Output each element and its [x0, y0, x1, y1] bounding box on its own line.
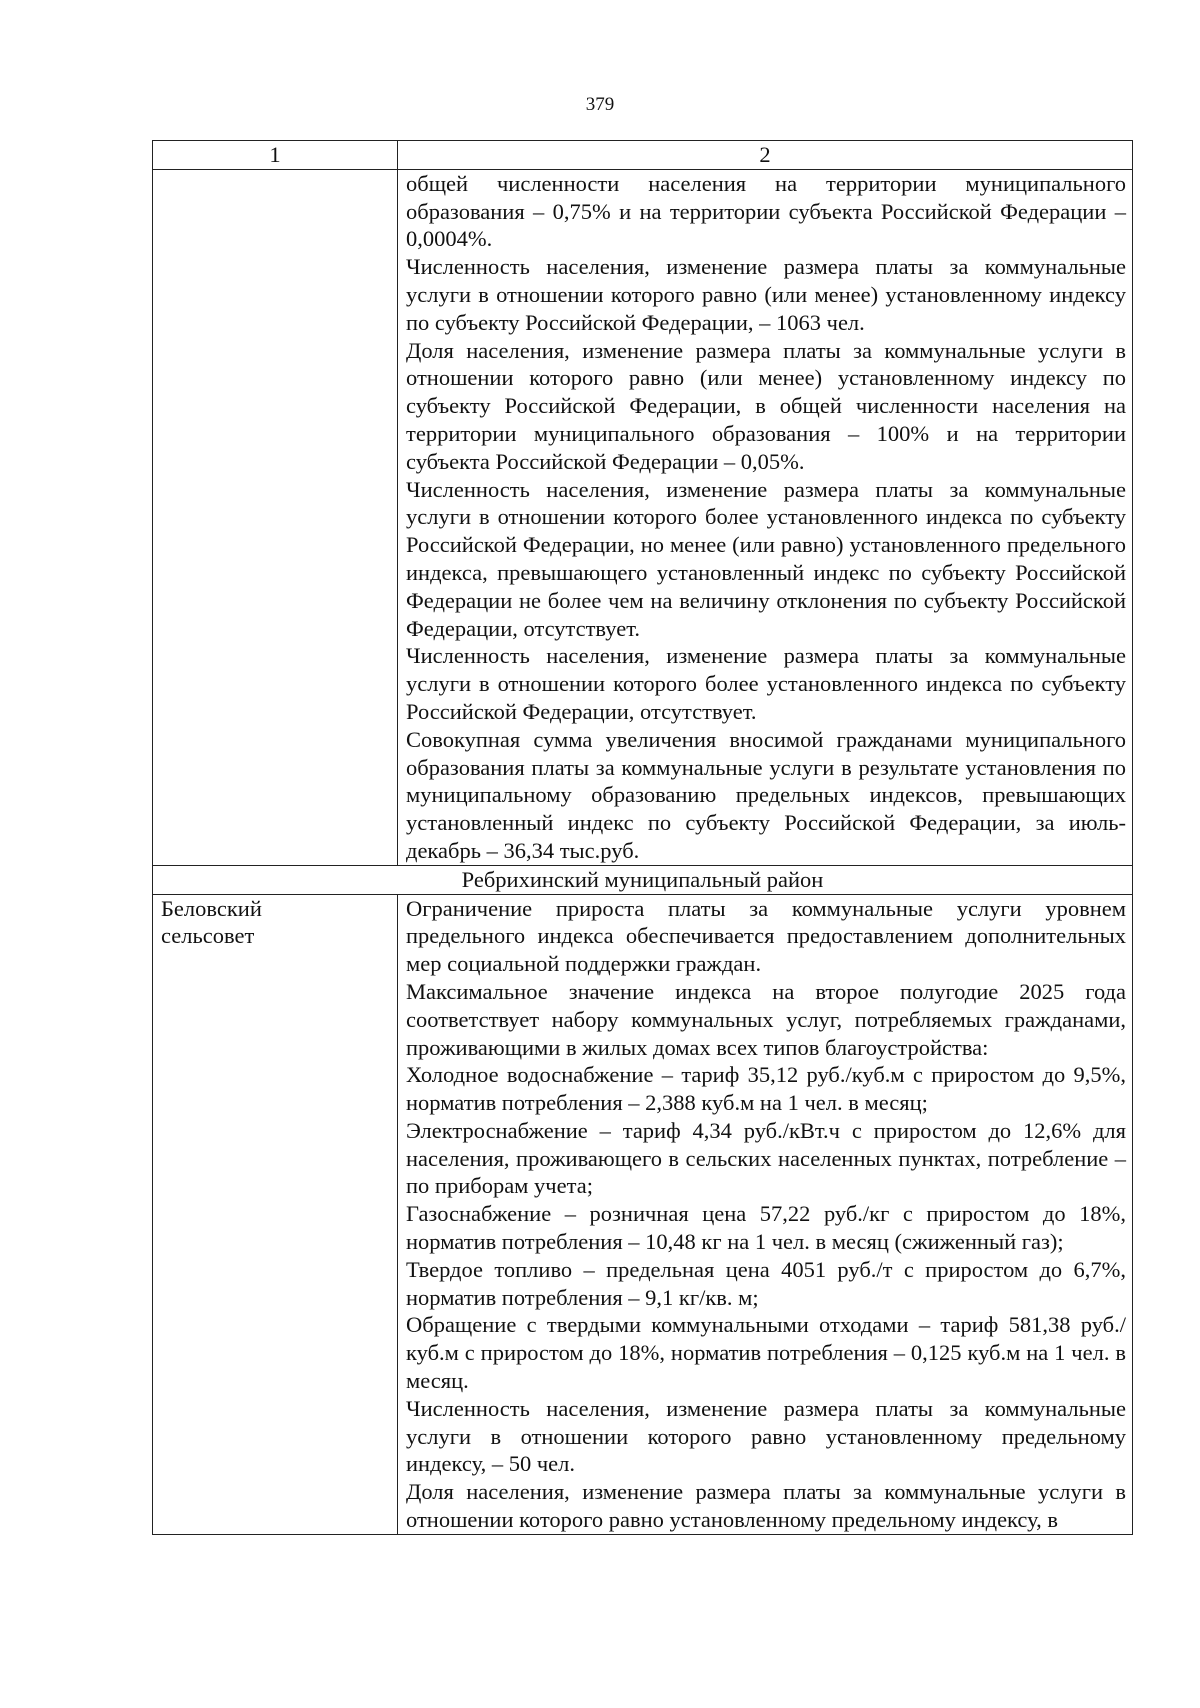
document-table — [152, 140, 1133, 1535]
description-cell — [398, 894, 1133, 1534]
paragraph: общей численности населения на территории муниципального образования – 0,75% и на территории субъекта Российской Федерации – 0,0004%. — [406, 170, 1126, 252]
municipality-name-line: Беловский — [161, 895, 262, 921]
paragraph: Обращение с твердыми коммунальными отходами – тариф 581,38 руб./куб.м с приростом до 18%, норматив потребления – 0,125 куб.м на 1 чел. в месяц. — [406, 1312, 1126, 1394]
paragraph: Ограничение прироста платы за коммунальные услуги уровнем предельного индекса обеспечивается предоставлением дополнительных мер социальной поддержки граждан. — [406, 895, 1126, 977]
paragraph: Твердое топливо – предельная цена 4051 руб./т с приростом до 6,7%, норматив потребления – 9,1 кг/кв. м; — [406, 1256, 1126, 1310]
paragraph: Численность населения, изменение размера платы за коммунальные услуги в отношении которого более установленного индекса по субъекту Российской Федерации, но менее (или равно) установленного предельного индекса, превышающего установленный индекс по субъекту Российской Федерации не более чем на величину отклонения по субъекту Российской Федерации, отсутствует. — [406, 476, 1126, 641]
column-header-2: 2 — [398, 141, 1133, 170]
section-row — [153, 865, 1133, 894]
table-row-entry — [153, 894, 1133, 1534]
table-row-continuation — [153, 169, 1133, 865]
description-cell — [398, 169, 1133, 865]
paragraph: Электроснабжение – тариф 4,34 руб./кВт.ч с приростом до 12,6% для населения, проживающего в сельских населенных пунктах, потребление – по приборам учета; — [406, 1117, 1126, 1199]
empty-name-cell — [153, 169, 398, 865]
paragraph: Максимальное значение индекса на второе полугодие 2025 года соответствует набору коммунальных услуг, потребляемых гражданами, проживающими в жилых домах всех типов благоустройства: — [406, 978, 1126, 1060]
paragraph: Совокупная сумма увеличения вносимой гражданами муниципального образования платы за коммунальные услуги в результате установления по муниципальному образованию предельных индексов, превышающих установленный индекс по субъекту Российской Федерации, за июль-декабрь – 36,34 тыс.руб. — [406, 726, 1126, 863]
paragraph: Численность населения, изменение размера платы за коммунальные услуги в отношении которого равно установленному предельному индексу, – 50 чел. — [406, 1395, 1126, 1477]
table-header-row — [153, 141, 1133, 170]
municipality-name-line: сельсовет — [161, 923, 255, 949]
paragraph: Газоснабжение – розничная цена 57,22 руб./кг с приростом до 18%, норматив потребления – 10,48 кг на 1 чел. в месяц (сжиженный газ); — [406, 1201, 1126, 1255]
municipality-name-cell — [153, 894, 398, 1534]
paragraph: Численность населения, изменение размера платы за коммунальные услуги в отношении которого равно (или менее) установленному индексу по субъекту Российской Федерации, – 1063 чел. — [406, 254, 1126, 335]
section-title: Ребрихинский муниципальный район — [153, 865, 1133, 894]
paragraph: Численность населения, изменение размера платы за коммунальные услуги в отношении которого более установленного индекса по субъекту Российской Федерации, отсутствует. — [406, 643, 1126, 724]
paragraph: Доля населения, изменение размера платы за коммунальные услуги в отношении которого равно установленному предельному индексу, в — [406, 1479, 1126, 1533]
paragraph: Холодное водоснабжение – тариф 35,12 руб./куб.м с приростом до 9,5%, норматив потребления – 2,388 куб.м на 1 чел. в месяц; — [406, 1062, 1126, 1116]
page-number: 379 — [585, 94, 615, 115]
column-header-1: 1 — [153, 141, 398, 170]
paragraph: Доля населения, изменение размера платы за коммунальные услуги в отношении которого равно (или менее) установленному индексу по субъекту Российской Федерации, в общей численности населения на территории муниципального образования – 100% и на территории субъекта Российской Федерации – 0,05%. — [406, 337, 1126, 474]
